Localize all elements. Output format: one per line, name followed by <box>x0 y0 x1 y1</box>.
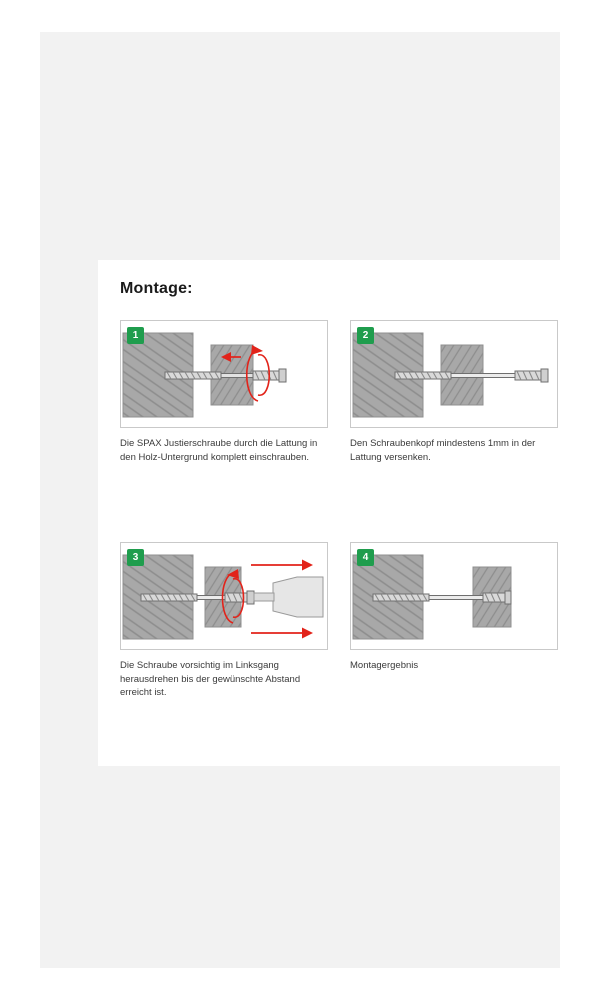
step-1-figure <box>120 320 328 428</box>
step-2-badge: 2 <box>357 327 374 344</box>
step-2-caption: Den Schraubenkopf mindestens 1mm in der Lattung versenken. <box>350 438 536 463</box>
step-3-figure <box>120 542 328 650</box>
step-3-caption: Die Schraube vorsichtig im Linksgang herausdrehen bis der gewünschte Abstand erreicht ist. <box>120 660 301 698</box>
step-4 <box>350 542 558 673</box>
step-1-badge: 1 <box>127 327 144 344</box>
montage-card <box>98 260 582 766</box>
step-2-figure <box>350 320 558 428</box>
step-1-illustration <box>121 321 328 428</box>
step-4-badge: 4 <box>357 549 374 566</box>
step-4-illustration <box>351 543 558 650</box>
step-3-badge: 3 <box>127 549 144 566</box>
step-2 <box>350 320 558 464</box>
step-2-illustration <box>351 321 558 428</box>
step-4-figure <box>350 542 558 650</box>
step-3-illustration <box>121 543 328 650</box>
step-3 <box>120 542 328 700</box>
step-1 <box>120 320 328 464</box>
step-4-caption: Montagergebnis <box>350 660 419 671</box>
illustration-panel <box>40 32 560 968</box>
step-1-caption: Die SPAX Justierschraube durch die Lattung in den Holz-Untergrund komplett einschrauben. <box>120 438 318 463</box>
page-title: Montage: <box>120 280 193 297</box>
